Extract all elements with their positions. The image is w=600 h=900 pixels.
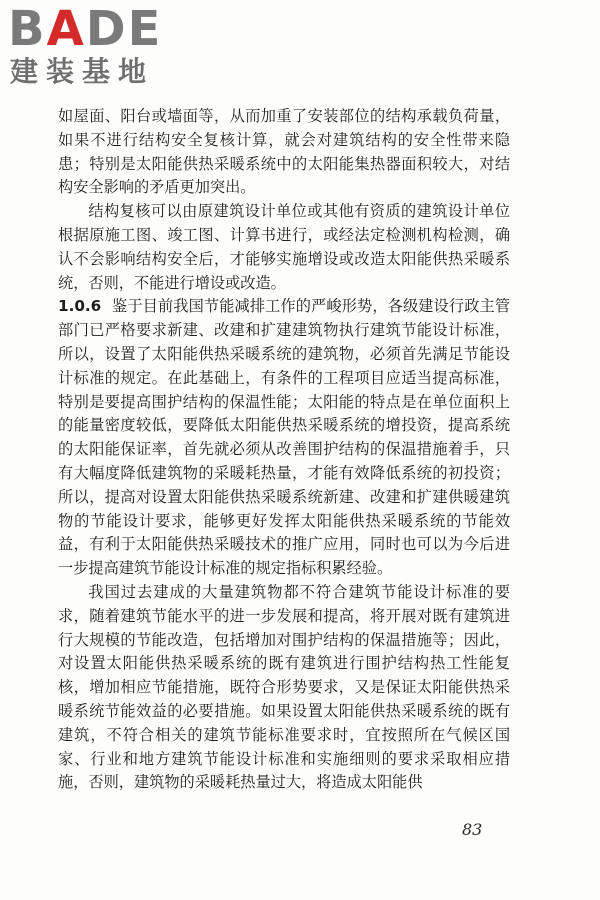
paragraph-2 [58,200,510,295]
clause-number: 1.0.6 [58,297,102,316]
paragraph-3-text: 鉴于目前我国节能减排工作的严峻形势，各级建设行政主管部门已严格要求新建、改建和扩建建筑物执行建筑节能设计标准，所以，设置了太阳能供热采暖系统的建筑物，必须首先满足节能设计标准的规定。在此基础上，有条件的工程项目应适当提高标准，特别是要提高围护结构的保温性能；太阳能的特点是在单位面积上的能量密度较低，要降低太阳能供热采暖系统的增投资，提高系统的太阳能保证率，首先就必须从改善围护结构的保温措施着手，只有大幅度降低建筑物的采暖耗热量，才能有效降低系统的初投资；所以，提高对设置太阳能供热采暖系统新建、改建和扩建供暖建筑物的节能设计要求，能够更好发挥太阳能供热采暖系统的节能效益，有利于太阳能供热采暖技术的推广应用，同时也可以为今后进一步提高建筑节能设计标准的规定指标积累经验。 [58,297,510,578]
logo-letter-b: B [8,1,47,57]
paragraph-4 [58,581,510,795]
page-number: 83 [462,820,483,839]
site-logo [8,1,188,88]
logo-subtitle: 建装基地 [10,55,155,88]
paragraph-4-text: 我国过去建成的大量建筑物都不符合建筑节能设计标准的要求，随着建筑节能水平的进一步发展和提高，将开展对既有建筑进行大规模的节能改造，包括增加对围护结构的保温措施等；因此，对设置太阳能供热采暖系统的既有建筑进行围护结构热工性能复核，增加相应节能措施，既符合形势要求，又是保证太阳能供热采暖系统节能效益的必要措施。如果设置太阳能供热采暖系统的既有建筑，不符合相关的建筑节能标准要求时，宜按照所在气候区国家、行业和地方建筑节能设计标准和实施细则的要求采取相应措施，否则，建筑物的采暖耗热量过大，将造成太阳能供 [58,582,510,792]
logo-letters-de: DE [85,1,163,57]
logo-wordmark [8,1,163,57]
paragraph-3 [58,295,510,581]
paragraph-1-text: 如屋面、阳台或墙面等，从而加重了安装部位的结构承载负荷量，如果不进行结构安全复核计算，就会对建筑结构的安全性带来隐患；特别是太阳能供热采暖系统中的太阳能集热器面积较大，对结构安全影响的矛盾更加突出。 [58,107,510,197]
document-body [58,105,510,795]
paragraph-2-text: 结构复核可以由原建筑设计单位或其他有资质的建筑设计单位根据原施工图、竣工图、计算书进行，或经法定检测机构检测，确认不会影响结构安全后，才能够实施增设或改造太阳能供热采暖系统，否则，不能进行增设或改造。 [58,202,510,292]
logo-letter-a: A [46,1,86,57]
paragraph-1 [58,105,510,200]
